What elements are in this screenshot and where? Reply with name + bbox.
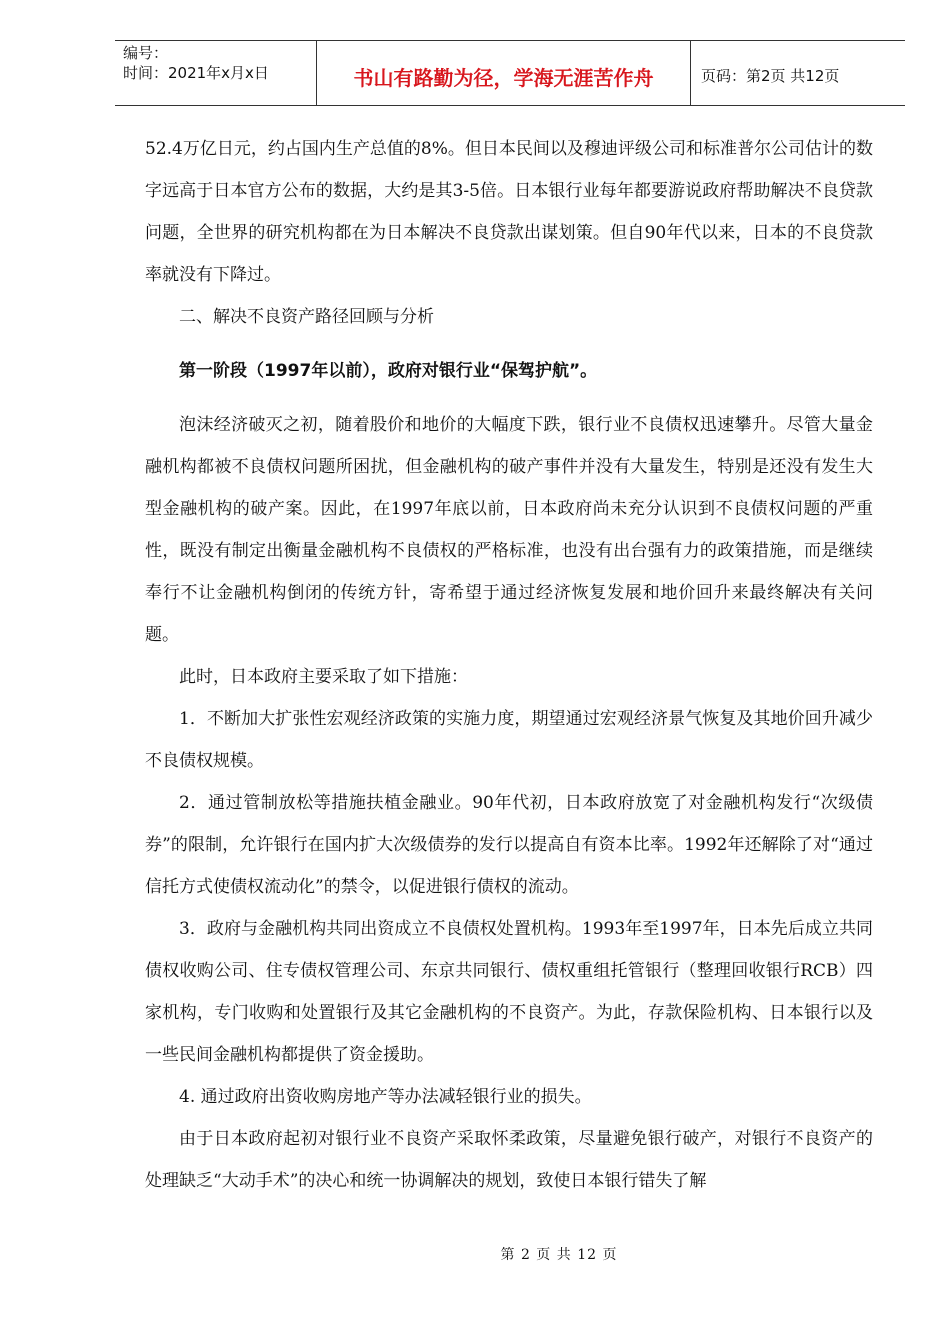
list-item: 4. 通过政府出资收购房地产等办法减轻银行业的损失。 <box>179 1087 592 1107</box>
list-item: 2．通过管制放松等措施扶植金融业。90年代初，日本政府放宽了对金融机构发行“次级债券”的限制，允许银行在国内扩大次级债券的发行以提高自有资本比率。1992年还解除了对“通过信托方式使债权流动化”的禁令，以促进银行债权的流动。 <box>145 793 873 897</box>
document-body <box>145 128 873 1202</box>
paragraph-continued: 52.4万亿日元，约占国内生产总值的8%。但日本民间以及穆迪评级公司和标准普尔公司估计的数字远高于日本官方公布的数据，大约是其3-5倍。日本银行业每年都要游说政府帮助解决不良贷款问题，全世界的研究机构都在为日本解决不良贷款出谋划策。但自90年代以来，日本的不良贷款率就没有下降过。 <box>145 139 873 285</box>
section-heading: 二、解决不良资产路径回顾与分析 <box>179 307 434 327</box>
header-page-number: 页码：第2页 共12页 <box>701 66 840 85</box>
footer-page-number: 第 2 页 共 12 页 <box>500 1247 618 1263</box>
list-item: 3．政府与金融机构共同出资成立不良债权处置机构。1993年至1997年，日本先后成立共同债权收购公司、住专债权管理公司、东京共同银行、债权重组托管银行（整理回收银行RCB）四家机构，专门收购和处置银行及其它金融机构的不良资产。为此，存款保险机构、日本银行以及一些民间金融机构都提供了资金援助。 <box>145 919 873 1065</box>
stage-heading: 第一阶段（1997年以前），政府对银行业“保驾护航”。 <box>179 361 598 381</box>
list-item: 1．不断加大扩张性宏观经济政策的实施力度，期望通过宏观经济景气恢复及其地价回升减少不良债权规模。 <box>145 709 873 771</box>
page-footer <box>0 1244 950 1264</box>
header-motto: 书山有路勤为径，学海无涯苦作舟 <box>317 41 691 105</box>
paragraph: 泡沫经济破灭之初，随着股价和地价的大幅度下跌，银行业不良债权迅速攀升。尽管大量金融机构都被不良债权问题所困扰，但金融机构的破产事件并没有大量发生，特别是还没有发生大型金融机构的破产案。因此，在1997年底以前，日本政府尚未充分认识到不良债权问题的严重性，既没有制定出衡量金融机构不良债权的严格标准，也没有出台强有力的政策措施，而是继续奉行不让金融机构倒闭的传统方针，寄希望于通过经济恢复发展和地价回升来最终解决有关问题。 <box>145 415 873 645</box>
page-header <box>115 40 905 106</box>
paragraph: 由于日本政府起初对银行业不良资产采取怀柔政策，尽量避免银行破产，对银行不良资产的处理缺乏“大动手术”的决心和统一协调解决的规划，致使日本银行错失了解 <box>145 1129 873 1191</box>
header-meta <box>115 41 317 105</box>
paragraph: 此时，日本政府主要采取了如下措施： <box>179 667 468 687</box>
serial-number-label: 编号： <box>123 44 169 62</box>
time-label: 时间：2021年x月x日 <box>123 64 269 82</box>
